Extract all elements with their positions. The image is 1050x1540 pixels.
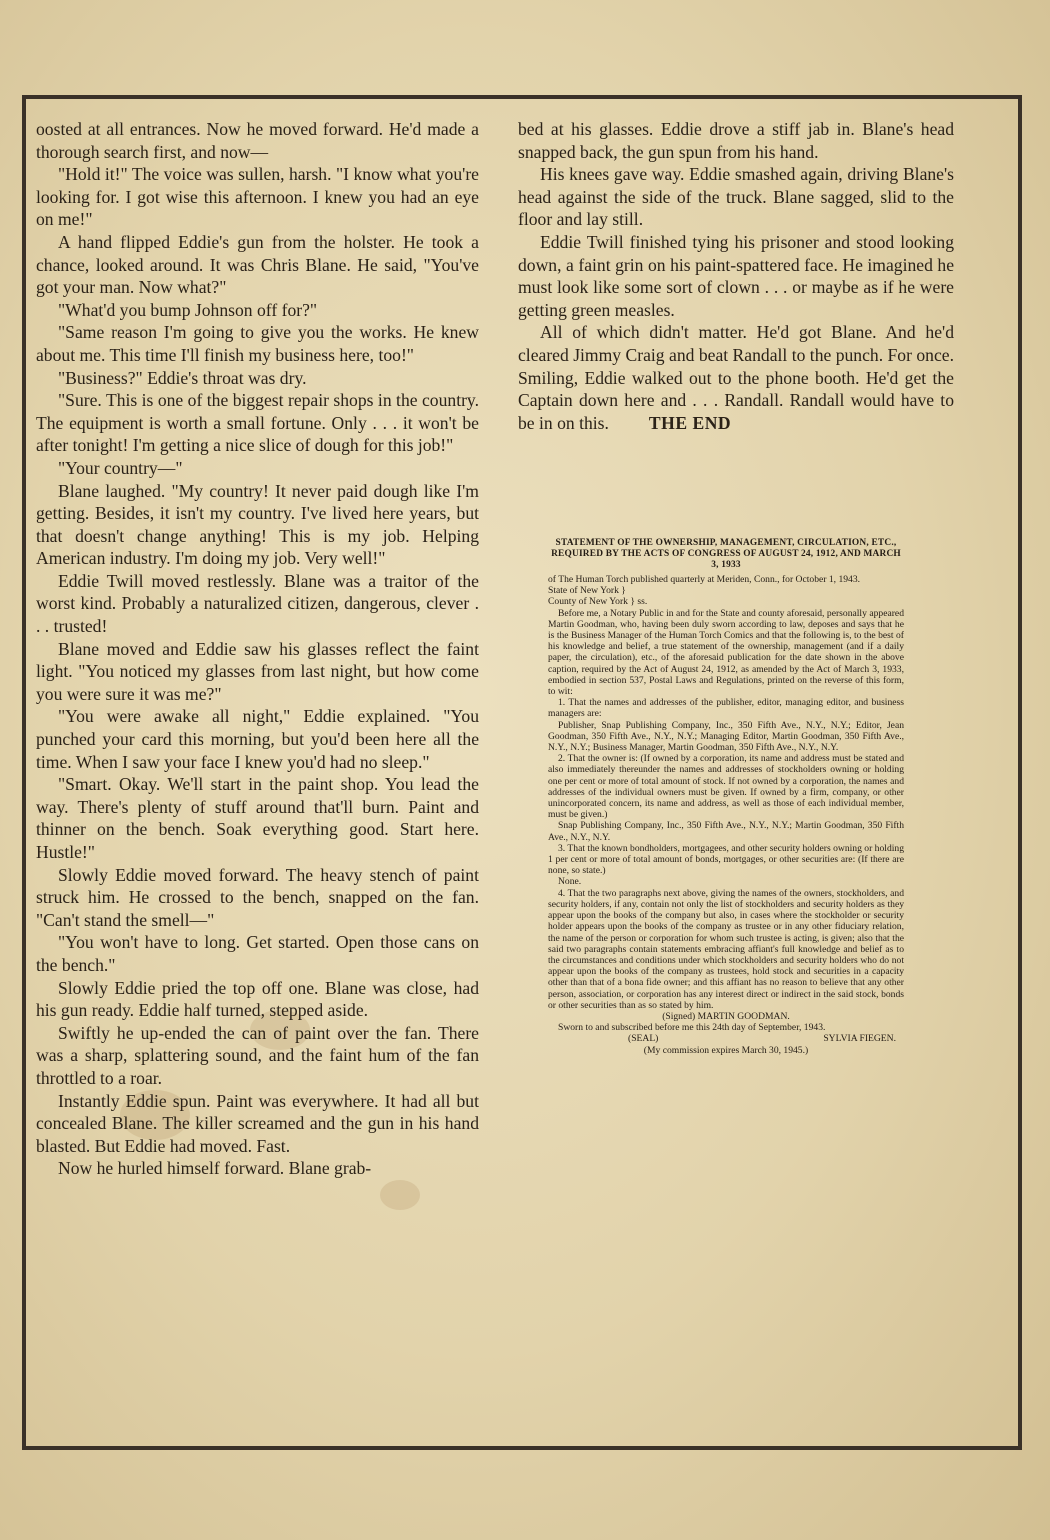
statement-commission: (My commission expires March 30, 1945.) [643, 1044, 809, 1056]
paragraph-text: All of which didn't matter. He'd got Blane. And he'd cleared Jimmy Craig and beat Randall to the punch. For once. Smiling, Eddie walked out to the phone booth. He'd get the Captain down here and . . . Randall. Randall would have to be in on this. [518, 322, 954, 433]
statement-item-3-detail: None. [558, 876, 582, 888]
paragraph: His knees gave way. Eddie smashed again, driving Blane's head against the side of the truck. Blane sagged, slid to the floor and lay still. [518, 164, 954, 230]
paragraph: "Smart. Okay. We'll start in the paint shop. You lead the way. There's plenty of stuff around that'll burn. Paint and thinner on the bench. Soak everything good. Start here. Hustle!" [36, 774, 479, 862]
statement-item-3: 3. That the known bondholders, mortgagees, and other security holders owning or holding 1 per cent or more of total amount of bonds, mortgages, or other securities are: (If there are none, so state.) [548, 842, 904, 877]
statement-heading: STATEMENT OF THE OWNERSHIP, MANAGEMENT, CIRCULATION, ETC., REQUIRED BY THE ACTS OF CONGRESS OF AUGUST 24, 1912, AND MARCH 3, 1933 [551, 538, 901, 570]
paragraph: "Hold it!" The voice was sullen, harsh. "I know what you're looking for. I got wise this afternoon. I knew you had an eye on me!" [36, 164, 479, 230]
statement-item-1-detail: Publisher, Snap Publishing Company, Inc., 350 Fifth Ave., N.Y., N.Y.; Editor, Jean Goodman, 350 Fifth Ave., N.Y., N.Y.; Managing Editor, Martin Goodman, 350 Fifth Ave., N.Y., N.Y.; Business Manager, Martin Goodman, 350 Fifth Ave., N.Y., N.Y. [548, 719, 904, 754]
paragraph: Slowly Eddie moved forward. The heavy stench of paint struck him. He crossed to the bench, snapped on the fan. "Can't stand the smell—" [36, 864, 479, 930]
statement-item-2: 2. That the owner is: (If owned by a corporation, its name and address must be stated and also immediately thereunder the names and addresses of stockholders owning or holding one per cent or more of total amount of stock. If not owned by a corporation, the names and addresses of the individual owners must be given. If owned by a firm, company, or other unincorporated concern, its name and address, as well as those of each individual member, must be given.) [548, 753, 904, 821]
paragraph [518, 321, 954, 434]
story-column-left [36, 118, 479, 1180]
paragraph: Swiftly he up-ended the can of paint over the fan. There was a sharp, splattering sound, and the faint hum of the fan throttled to a roar. [36, 1022, 479, 1088]
paragraph: "Sure. This is one of the biggest repair shops in the country. The equipment is worth a small fortune. Only . . . it won't be after tonight! I'm getting a nice slice of dough for this job!" [36, 390, 479, 456]
paragraph: "You were awake all night," Eddie explained. "You punched your card this morning, but you'd been here all the time. When I saw your face I knew you'd had no sleep." [36, 706, 479, 772]
paragraph: Eddie Twill moved restlessly. Blane was a traitor of the worst kind. Probably a naturalized citizen, dangerous, clever . . . trusted! [36, 570, 479, 637]
ownership-statement [548, 538, 904, 1056]
paragraph: "You won't have to long. Get started. Open those cans on the bench." [36, 932, 479, 975]
statement-seal-row [548, 1033, 904, 1044]
the-end-label: THE END [648, 412, 732, 433]
paragraph: Blane laughed. "My country! It never paid dough like I'm getting. Besides, it isn't my country. I've lived here years, but that doesn't change anything! This is my job. Helping American industry. I'm doing my job. Very well!" [36, 480, 479, 569]
paragraph: A hand flipped Eddie's gun from the holster. He took a chance, looked around. It was Chris Blane. He said, "You've got your man. Now what?" [36, 231, 479, 298]
statement-item-2-detail: Snap Publishing Company, Inc., 350 Fifth Ave., N.Y., N.Y.; Martin Goodman, 350 Fifth Ave., N.Y., N.Y. [548, 820, 904, 843]
paragraph: "Business?" Eddie's throat was dry. [58, 367, 307, 388]
paragraph: Eddie Twill finished tying his prisoner and stood looking down, a faint grin on his paint-spattered face. He imagined he must look like some sort of clown . . . or maybe as if he were getting green measles. [518, 231, 954, 320]
paragraph: "What'd you bump Johnson off for?" [58, 299, 318, 320]
paragraph: oosted at all entrances. Now he moved forward. He'd made a thorough search first, and now— [36, 119, 479, 162]
statement-item-1: 1. That the names and addresses of the publisher, editor, managing editor, and business managers are: [548, 697, 904, 720]
paragraph: "Same reason I'm going to give you the works. He knew about me. This time I'll finish my business here, too!" [36, 322, 479, 365]
statement-county: County of New York } ss. [548, 596, 648, 608]
statement-state: State of New York } [548, 585, 626, 597]
statement-item-4: 4. That the two paragraphs next above, giving the names of the owners, stockholders, and security holders, if any, contain not only the list of stockholders and security holders as they appear upon the books of the company but also, in cases where the stockholder or security holder appears upon the books of the company as trustee or in any other fiduciary relation, the name of the person or corporation for whom such trustee is acting, is given; also that the said two paragraphs contain statements embracing affiant's full knowledge and belief as to the circumstances and conditions under which stockholders and security holders who do not appear upon the books of the company as trustees, hold stock and securities in a capacity other than that of a bona fide owner; and this affiant has no reason to believe that any other person, association, or corporation has any interest direct or indirect in the said stock, bonds or other securities than as so stated by him. [548, 887, 904, 1011]
paragraph: Blane moved and Eddie saw his glasses reflect the faint light. "You noticed my glasses from last night, but how come you were sure it was me?" [36, 638, 479, 704]
statement-sworn: Sworn to and subscribed before me this 24th day of September, 1943. [558, 1022, 826, 1034]
paragraph: Now he hurled himself forward. Blane grab- [58, 1158, 372, 1179]
statement-signature: (Signed) MARTIN GOODMAN. [662, 1010, 790, 1022]
story-column-right [518, 118, 954, 434]
statement-body: Before me, a Notary Public in and for the State and county aforesaid, personally appeared Martin Goodman, who, having been duly sworn according to law, deposes and says that he is the Business Manager of the Human Torch Comics and that the following is, to the best of his knowledge and belief, a true statement of the ownership, management (and if a daily paper, the circulation), etc., of the aforesaid publication for the date shown in the above caption, required by the Act of August 24, 1912, as amended by the Act of March 3, 1933, embodied in section 537, Postal Laws and Regulations, printed on the reverse of this form, to wit: [548, 607, 904, 698]
paragraph: Instantly Eddie spun. Paint was everywhere. It had all but concealed Blane. The killer screamed and the gun in his hand blasted. But Eddie had moved. Fast. [36, 1090, 479, 1156]
paragraph: bed at his glasses. Eddie drove a stiff jab in. Blane's head snapped back, the gun spun from his hand. [518, 119, 954, 162]
paragraph: "Your country—" [58, 457, 183, 478]
statement-notary: SYLVIA FIEGEN. [823, 1033, 896, 1045]
statement-seal: (SEAL) [628, 1033, 659, 1045]
statement-intro: of The Human Torch published quarterly at Meriden, Conn., for October 1, 1943. [548, 574, 861, 585]
paragraph: Slowly Eddie pried the top off one. Blane was close, had his gun ready. Eddie half turned, stepped aside. [36, 977, 479, 1021]
